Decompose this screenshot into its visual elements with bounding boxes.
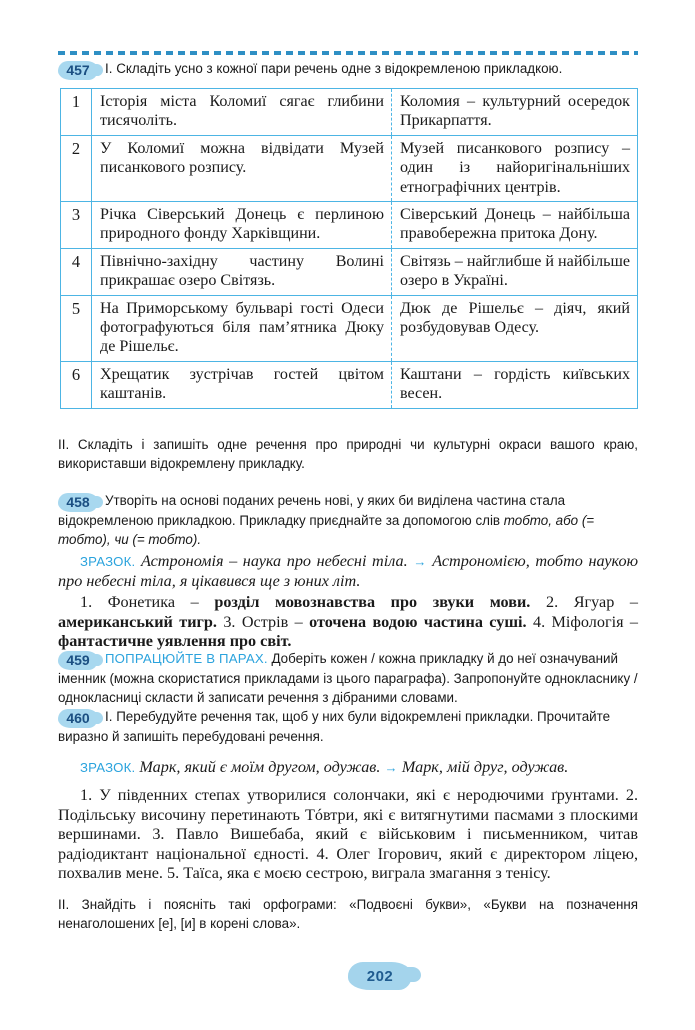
- exercise-457-part1-prefix: I.: [105, 61, 113, 76]
- page-number-label: 202: [366, 967, 394, 985]
- exercise-458-items: [58, 593, 638, 652]
- exercise-458-sample: [58, 552, 638, 591]
- page-number-badge: [348, 962, 412, 990]
- exercise-number-badge-459[interactable]: 459: [58, 651, 98, 670]
- sample-sentence-before: Марк, який є моїм другом, одужав.: [139, 758, 381, 776]
- exercise-460: [58, 708, 638, 747]
- arrow-icon: →: [413, 554, 427, 569]
- table-body: [61, 89, 638, 409]
- item-number: 3.: [223, 612, 236, 631]
- pair-work-label: ПОПРАЦЮЙТЕ В ПАРАХ.: [105, 651, 268, 666]
- exercise-458: [58, 492, 638, 549]
- row-right-sentence: Коломия – культурний осередок Прикарпаття.: [392, 89, 638, 136]
- exercise-459: [58, 650, 638, 707]
- item-number: 4.: [532, 612, 546, 631]
- row-number: 3: [61, 202, 92, 249]
- item-bold: оточена водою частина суші.: [309, 612, 527, 631]
- arrow-icon: →: [384, 760, 398, 775]
- row-left-sentence: У Коломиї можна відвідати Музей писанкового розпису.: [92, 135, 392, 201]
- exercise-460-items: 1. У південних степах утворилися солончаки, які є неродючими ґрунтами. 2. Подільську височину перетинають Тóвтри, які є витягнутими пасмами з плоскими вершинами. 3. Павло Вишебаба, який є військовим і письменником, читав радіодиктант національної єдності. 4. Олег Ігорович, який є директором ліцею, похвалив мене. 5. Таїса, яка є моєю сестрою, виграла змагання з тенісу.: [58, 786, 638, 882]
- exercise-number-badge-460[interactable]: 460: [58, 709, 98, 728]
- exercise-460-part1-text: Перебудуйте речення так, щоб у них були відокремлені прикладки. Прочитайте виразно й запишіть перебудовані речення.: [58, 709, 611, 744]
- item-bold: розділ мовознавства про звуки мови.: [214, 593, 531, 611]
- row-left-sentence: Річка Сіверський Донець є перлиною природного фонду Харківщини.: [92, 202, 392, 249]
- item-number: 2.: [545, 593, 559, 611]
- exercise-459-text: Доберіть кожен / кожна прикладку й до неї означуваний іменник (можна скористатися прикладами із цього параграфа). Запропонуйте однокласнику / однокласниці скласти й записати речення з дібраними словами.: [58, 651, 638, 705]
- row-left-sentence: Хрещатик зустрічав гостей цвітом каштанів.: [92, 361, 392, 408]
- item-bold: американський тигр.: [58, 612, 217, 631]
- exercise-458-intro-a: Утворіть на основі поданих речень нові, у яких би виділена частина стала відокремленою прикладкою. Прикладку приєднайте за допомогою слів: [58, 493, 566, 528]
- row-left-sentence: Північно-західну частину Волині прикрашає озеро Світязь.: [92, 248, 392, 295]
- exercise-457: [58, 60, 638, 80]
- exercise-458-intro-italic-2: (= тобто), чи (= тобто).: [58, 513, 595, 547]
- table-row: [61, 89, 638, 136]
- row-left-sentence: Історія міста Коломиї сягає глибини тисячоліть.: [92, 89, 392, 136]
- section-divider-rule: [58, 51, 638, 55]
- exercise-457-part2-text: II. Складіть і запишіть одне речення про природні чи культурні окраси вашого краю, використавши відокремлену прикладку.: [58, 437, 638, 471]
- row-right-sentence: Сіверський Донець – найбільша правобережна притока Дону.: [392, 202, 638, 249]
- item-number: 1.: [80, 593, 93, 611]
- item-plain: Міфологія –: [551, 612, 639, 631]
- row-right-sentence: Музей писанкового розпису – один із найоригінальніших етнографічних центрів.: [392, 135, 638, 201]
- row-number: 1: [61, 89, 92, 136]
- table-row: [61, 295, 638, 361]
- row-right-sentence: Світязь – найглибше й найбільше озеро в Україні.: [392, 248, 638, 295]
- exercise-458-intro-italic-1: тобто, або: [503, 513, 579, 528]
- exercise-460-part2-text: II. Знайдіть і поясніть такі орфограми: «Подвоєні букви», «Букви на позначення ненаголошених [е], [и] в корені слова».: [58, 897, 638, 931]
- row-right-sentence: Каштани – гордість київських весен.: [392, 361, 638, 408]
- exercise-460-sample: [58, 758, 638, 778]
- exercise-number-badge-457[interactable]: 457: [58, 61, 98, 80]
- item-plain: Острів –: [241, 612, 310, 631]
- sample-label: ЗРАЗОК.: [80, 554, 136, 569]
- item-bold: фантастичне уявлення про світ.: [58, 632, 292, 650]
- textbook-page: [58, 0, 638, 1030]
- sample-sentence-after: Марк, мій друг, одужав.: [401, 758, 569, 776]
- item-plain: Фонетика –: [107, 593, 215, 611]
- row-left-sentence: На Приморському бульварі гості Одеси фотографуються біля пам’ятника Дюку де Рішельє.: [92, 295, 392, 361]
- exercise-460-part1-prefix: I.: [105, 709, 113, 724]
- row-number: 2: [61, 135, 92, 201]
- row-number: 5: [61, 295, 92, 361]
- sample-sentence-before: Астрономія – наука про небесні тіла.: [140, 552, 408, 570]
- sample-label: ЗРАЗОК.: [80, 760, 136, 775]
- table-row: [61, 248, 638, 295]
- exercise-457-part1-text: Складіть усно з кожної пари речень одне з відокремленою прикладкою.: [116, 61, 563, 76]
- row-right-sentence: Дюк де Рішельє – діяч, який розбудовував Одесу.: [392, 295, 638, 361]
- item-plain: Ягуар –: [573, 593, 639, 611]
- row-number: 4: [61, 248, 92, 295]
- sample-sentence-after: Астрономією, тобто наукою про небесні тіла, я цікавився ще з юних літ.: [58, 552, 638, 590]
- exercise-number-badge-458[interactable]: 458: [58, 493, 98, 512]
- sentence-pairs-table: [60, 88, 638, 409]
- table-row: [61, 361, 638, 408]
- table-row: [61, 202, 638, 249]
- row-number: 6: [61, 361, 92, 408]
- table-row: [61, 135, 638, 201]
